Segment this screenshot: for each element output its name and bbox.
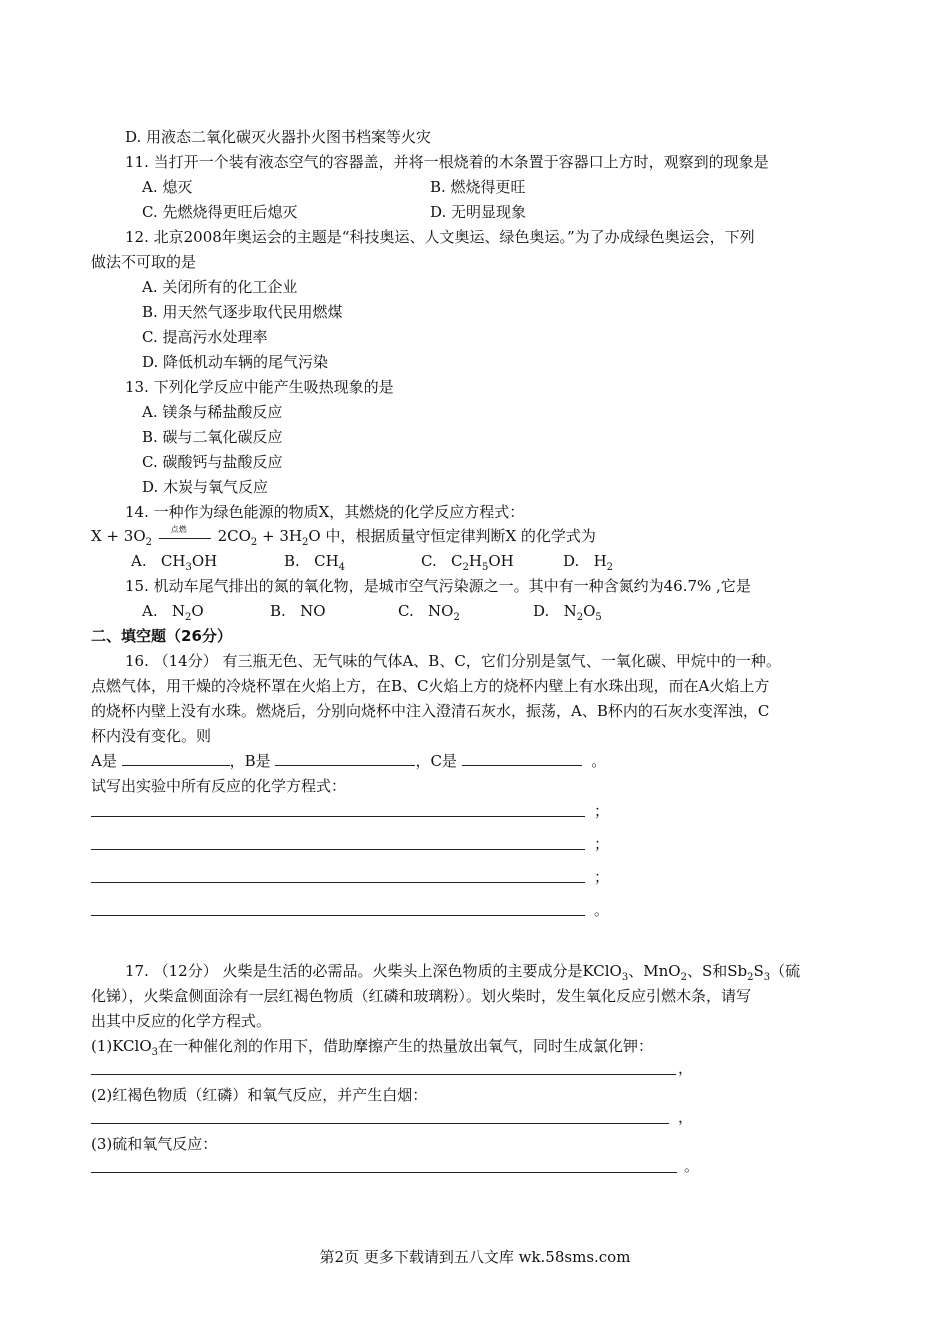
answer-line[interactable]	[91, 816, 585, 817]
q17-line2: 化锑），火柴盒侧面涂有一层红褐色物质（红磷和玻璃粉）。划火柴时，发生氧化反应引燃木条，请写	[91, 987, 752, 1005]
page-footer: 第2页 更多下载请到五八文库 wk.58sms.com	[319, 1248, 631, 1266]
q17-line3: 出其中反应的化学方程式。	[91, 1012, 272, 1030]
q11-stem: 11. 当打开一个装有液态空气的容器盖，并将一根烧着的木条置于容器口上方时，观察到的现象是	[125, 153, 769, 171]
q13-option-c: C. 碳酸钙与盐酸反应	[142, 453, 283, 471]
q14-option-b: B. $CH_4$	[284, 552, 346, 573]
period: 。	[684, 1157, 700, 1175]
q13-option-a: A. 镁条与稀盐酸反应	[142, 403, 283, 421]
q14-option-d: D. $H_2$	[563, 552, 614, 573]
q17-part1: (1)KClO$_3$在一种催化剂的作用下，借助摩擦产生的热量放出氧气，同时生成氯化钾：	[91, 1037, 654, 1058]
section-title: 二、填空题（26分）	[91, 627, 232, 645]
q16-line2: 点燃气体，用干燥的冷烧杯罩在火焰上方，在B、C火焰上方的烧杯内壁上有水珠出现，而在A火焰上方	[91, 677, 770, 695]
q17-part3: (3)硫和氧气反应：	[91, 1135, 218, 1153]
q14-option-a: A. $CH_3OH$	[131, 552, 218, 573]
q17-part2: (2)红褐色物质（红磷）和氧气反应，并产生白烟：	[91, 1086, 428, 1104]
q11-option-d: D. 无明显现象	[430, 203, 527, 221]
q11-option-b: B. 燃烧得更旺	[430, 178, 526, 196]
semicolon: ；	[594, 868, 610, 886]
q16-equations-prompt: 试写出实验中所有反应的化学方程式：	[91, 777, 347, 795]
q15-option-c: C. $NO_2$	[398, 602, 460, 623]
comma: ，	[678, 1108, 694, 1126]
answer-line[interactable]	[91, 915, 585, 916]
q11-option-c: C. 先燃烧得更旺后熄灭	[142, 203, 298, 221]
q12-option-a: A. 关闭所有的化工企业	[142, 278, 298, 296]
q15-option-b: B. NO	[270, 602, 326, 620]
q13-stem: 13. 下列化学反应中能产生吸热现象的是	[125, 378, 394, 396]
q16-line4: 杯内没有变化。则	[91, 727, 212, 745]
q13-option-b: B. 碳与二氧化碳反应	[142, 428, 283, 446]
semicolon: ；	[594, 835, 610, 853]
q15-option-d: D. $N_2O_5$	[533, 602, 602, 623]
q16-line3: 的烧杯内壁上没有水珠。燃烧后，分别向烧杯中注入澄清石灰水，振荡，A、B杯内的石灰水变浑浊，C	[91, 702, 770, 720]
answer-line[interactable]	[91, 882, 585, 883]
q11-option-a: A. 熄灭	[142, 178, 193, 196]
q15-option-a: A. $N_2O$	[142, 602, 204, 623]
q16-line1: 16. （14分） 有三瓶无色、无气味的气体A、B、C，它们分别是氢气、一氧化碳、甲烷中的一种。	[125, 652, 781, 670]
q17-line1: 17. （12分） 火柴是生活的必需品。火柴头上深色物质的主要成分是KClO$_3$、MnO$_2$、S和$Sb_2S_3$（硫	[125, 962, 801, 983]
blank-b[interactable]	[275, 751, 415, 766]
reaction-arrow: 点燃	[157, 527, 213, 547]
q15-stem: 15. 机动车尾气排出的氮的氧化物，是城市空气污染源之一。其中有一种含氮约为46.7% ,它是	[125, 577, 751, 595]
blank-a[interactable]	[122, 751, 230, 766]
answer-line[interactable]	[91, 1172, 677, 1173]
period: 。	[594, 901, 610, 919]
q12-option-b: B. 用天然气逐步取代民用燃煤	[142, 303, 343, 321]
answer-line[interactable]	[91, 849, 585, 850]
q12-option-d: D. 降低机动车辆的尾气污染	[142, 353, 329, 371]
q14-option-c: C. $C_2H_5OH$	[421, 552, 514, 573]
q12-stem: 12. 北京2008年奥运会的主题是“科技奥运、人文奥运、绿色奥运。”为了办成绿色奥运会，下列	[125, 228, 755, 246]
q12-option-c: C. 提高污水处理率	[142, 328, 268, 346]
q16-blanks: A是 ，B是 ，C是 。	[91, 752, 607, 770]
comma: ，	[678, 1059, 694, 1077]
answer-line[interactable]	[91, 1074, 676, 1075]
blank-c[interactable]	[462, 751, 582, 766]
q10-option-d: D. 用液态二氧化碳灭火器扑火图书档案等火灾	[125, 128, 432, 146]
q12-stem-cont: 做法不可取的是	[91, 253, 197, 271]
semicolon: ；	[594, 802, 610, 820]
q14-stem: 14. 一种作为绿色能源的物质X，其燃烧的化学反应方程式：	[125, 503, 525, 521]
q13-option-d: D. 木炭与氧气反应	[142, 478, 269, 496]
q14-equation: $X + 3O_2$ 点燃 $2CO_2 + 3H_2O$ 中，根据质量守恒定律判断X 的化学式为	[91, 525, 596, 548]
answer-line[interactable]	[91, 1123, 669, 1124]
